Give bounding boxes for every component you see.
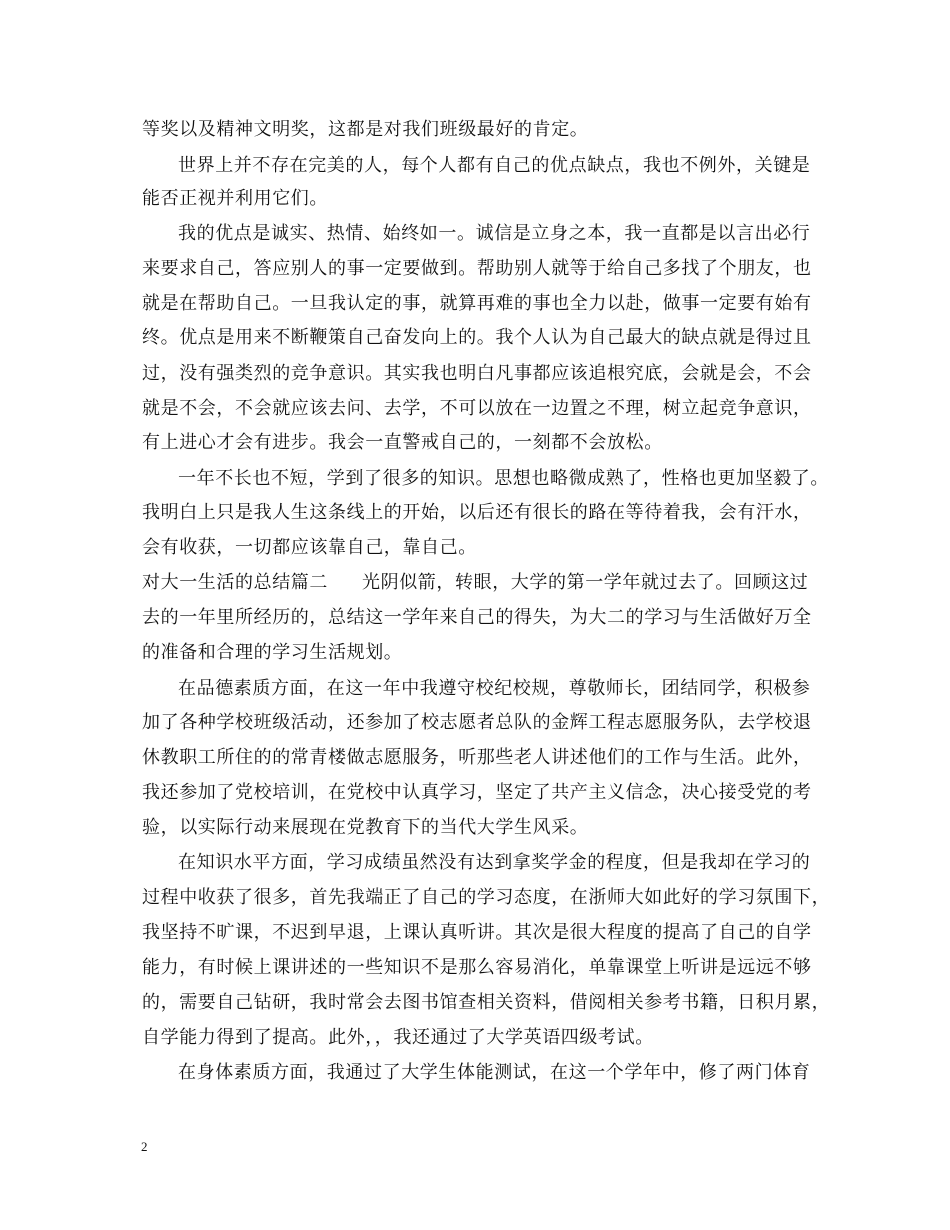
- text-line: 会有收获，一切都应该靠自己，靠自己。: [142, 537, 477, 558]
- text-line: 的准备和合理的学习生活规划。: [142, 642, 403, 663]
- paragraph-first-line: 在身体素质方面，我通过了大学生体能测试，在这一个学年中，修了两门体育: [178, 1062, 811, 1083]
- text-line: 我坚持不旷课，不迟到早退，上课认真听讲。其次是很大程度的提高了自己的自学: [142, 922, 812, 943]
- paragraph-first-line: 我的优点是诚实、热情、始终如一。诚信是立身之本，我一直都是以言出必行: [178, 223, 811, 244]
- text-line: 过，没有强类烈的竞争意识。其实我也明白凡事都应该追根究底，会就是会，不会: [142, 363, 812, 384]
- text-line: 过程中收获了很多，首先我端正了自己的学习态度，在浙师大如此好的学习氛围下，: [142, 887, 831, 908]
- text-line: 自学能力得到了提高。此外，，我还通过了大学英语四级考试。: [142, 1027, 654, 1048]
- text-line: 来要求自己，答应别人的事一定要做到。帮助别人就等于给自己多找了个朋友，也: [142, 258, 812, 279]
- text-line: 就是不会，不会就应该去问、去学，不可以放在一边置之不理，树立起竞争意识，: [142, 398, 812, 419]
- text-line: 休教职工所住的的常青楼做志愿服务，听那些老人讲述他们的工作与生活。此外，: [142, 747, 812, 768]
- text-line: 等奖以及精神文明奖，这都是对我们班级最好的肯定。: [142, 119, 589, 140]
- text-line: 去的一年里所经历的，总结这一学年来自己的得失，为大二的学习与生活做好万全: [142, 607, 812, 628]
- text-line: 有上进心才会有进步。我会一直警戒自己的，一刻都不会放松。: [142, 432, 663, 453]
- paragraph-first-line: 在知识水平方面，学习成绩虽然没有达到拿奖学金的程度，但是我却在学习的: [178, 852, 811, 873]
- section-heading: 对大一生活的总结篇二: [142, 572, 328, 593]
- page-number: 2: [141, 1139, 148, 1154]
- paragraph-first-line: 在品德素质方面，在这一年中我遵守校纪校规，尊敬师长，团结同学，积极参: [178, 678, 811, 699]
- text-line: 的，需要自己钻研，我时常会去图书馆查相关资料，借阅相关参考书籍，日积月累，: [142, 992, 831, 1013]
- text-line: 能否正视并利用它们。: [142, 188, 328, 209]
- paragraph-first-line: 世界上并不存在完美的人，每个人都有自己的优点缺点，我也不例外，关键是: [178, 155, 811, 176]
- text-line: 终。优点是用来不断鞭策自己奋发向上的。我个人认为自己最大的缺点就是得过且: [142, 327, 812, 348]
- section-text: 光阴似箭，转眼，大学的第一学年就过去了。回顾这过: [362, 572, 809, 593]
- paragraph-first-line: 一年不长也不短，学到了很多的知识。思想也略微成熟了，性格也更加坚毅了。: [178, 468, 829, 489]
- section-heading-line: [142, 573, 822, 593]
- text-line: 就是在帮助自己。一旦我认定的事，就算再难的事也全力以赴，做事一定要有始有: [142, 293, 812, 314]
- text-line: 能力，有时候上课讲述的一些知识不是那么容易消化，单靠课堂上听讲是远远不够: [142, 957, 812, 978]
- text-line: 我明白上只是我人生这条线上的开始，以后还有很长的路在等待着我，会有汗水，: [142, 502, 812, 523]
- text-line: 验，以实际行动来展现在党教育下的当代大学生风采。: [142, 817, 589, 838]
- text-line: 加了各种学校班级活动，还参加了校志愿者总队的金辉工程志愿服务队，去学校退: [142, 712, 812, 733]
- text-line: 我还参加了党校培训，在党校中认真学习，坚定了共产主义信念，决心接受党的考: [142, 782, 812, 803]
